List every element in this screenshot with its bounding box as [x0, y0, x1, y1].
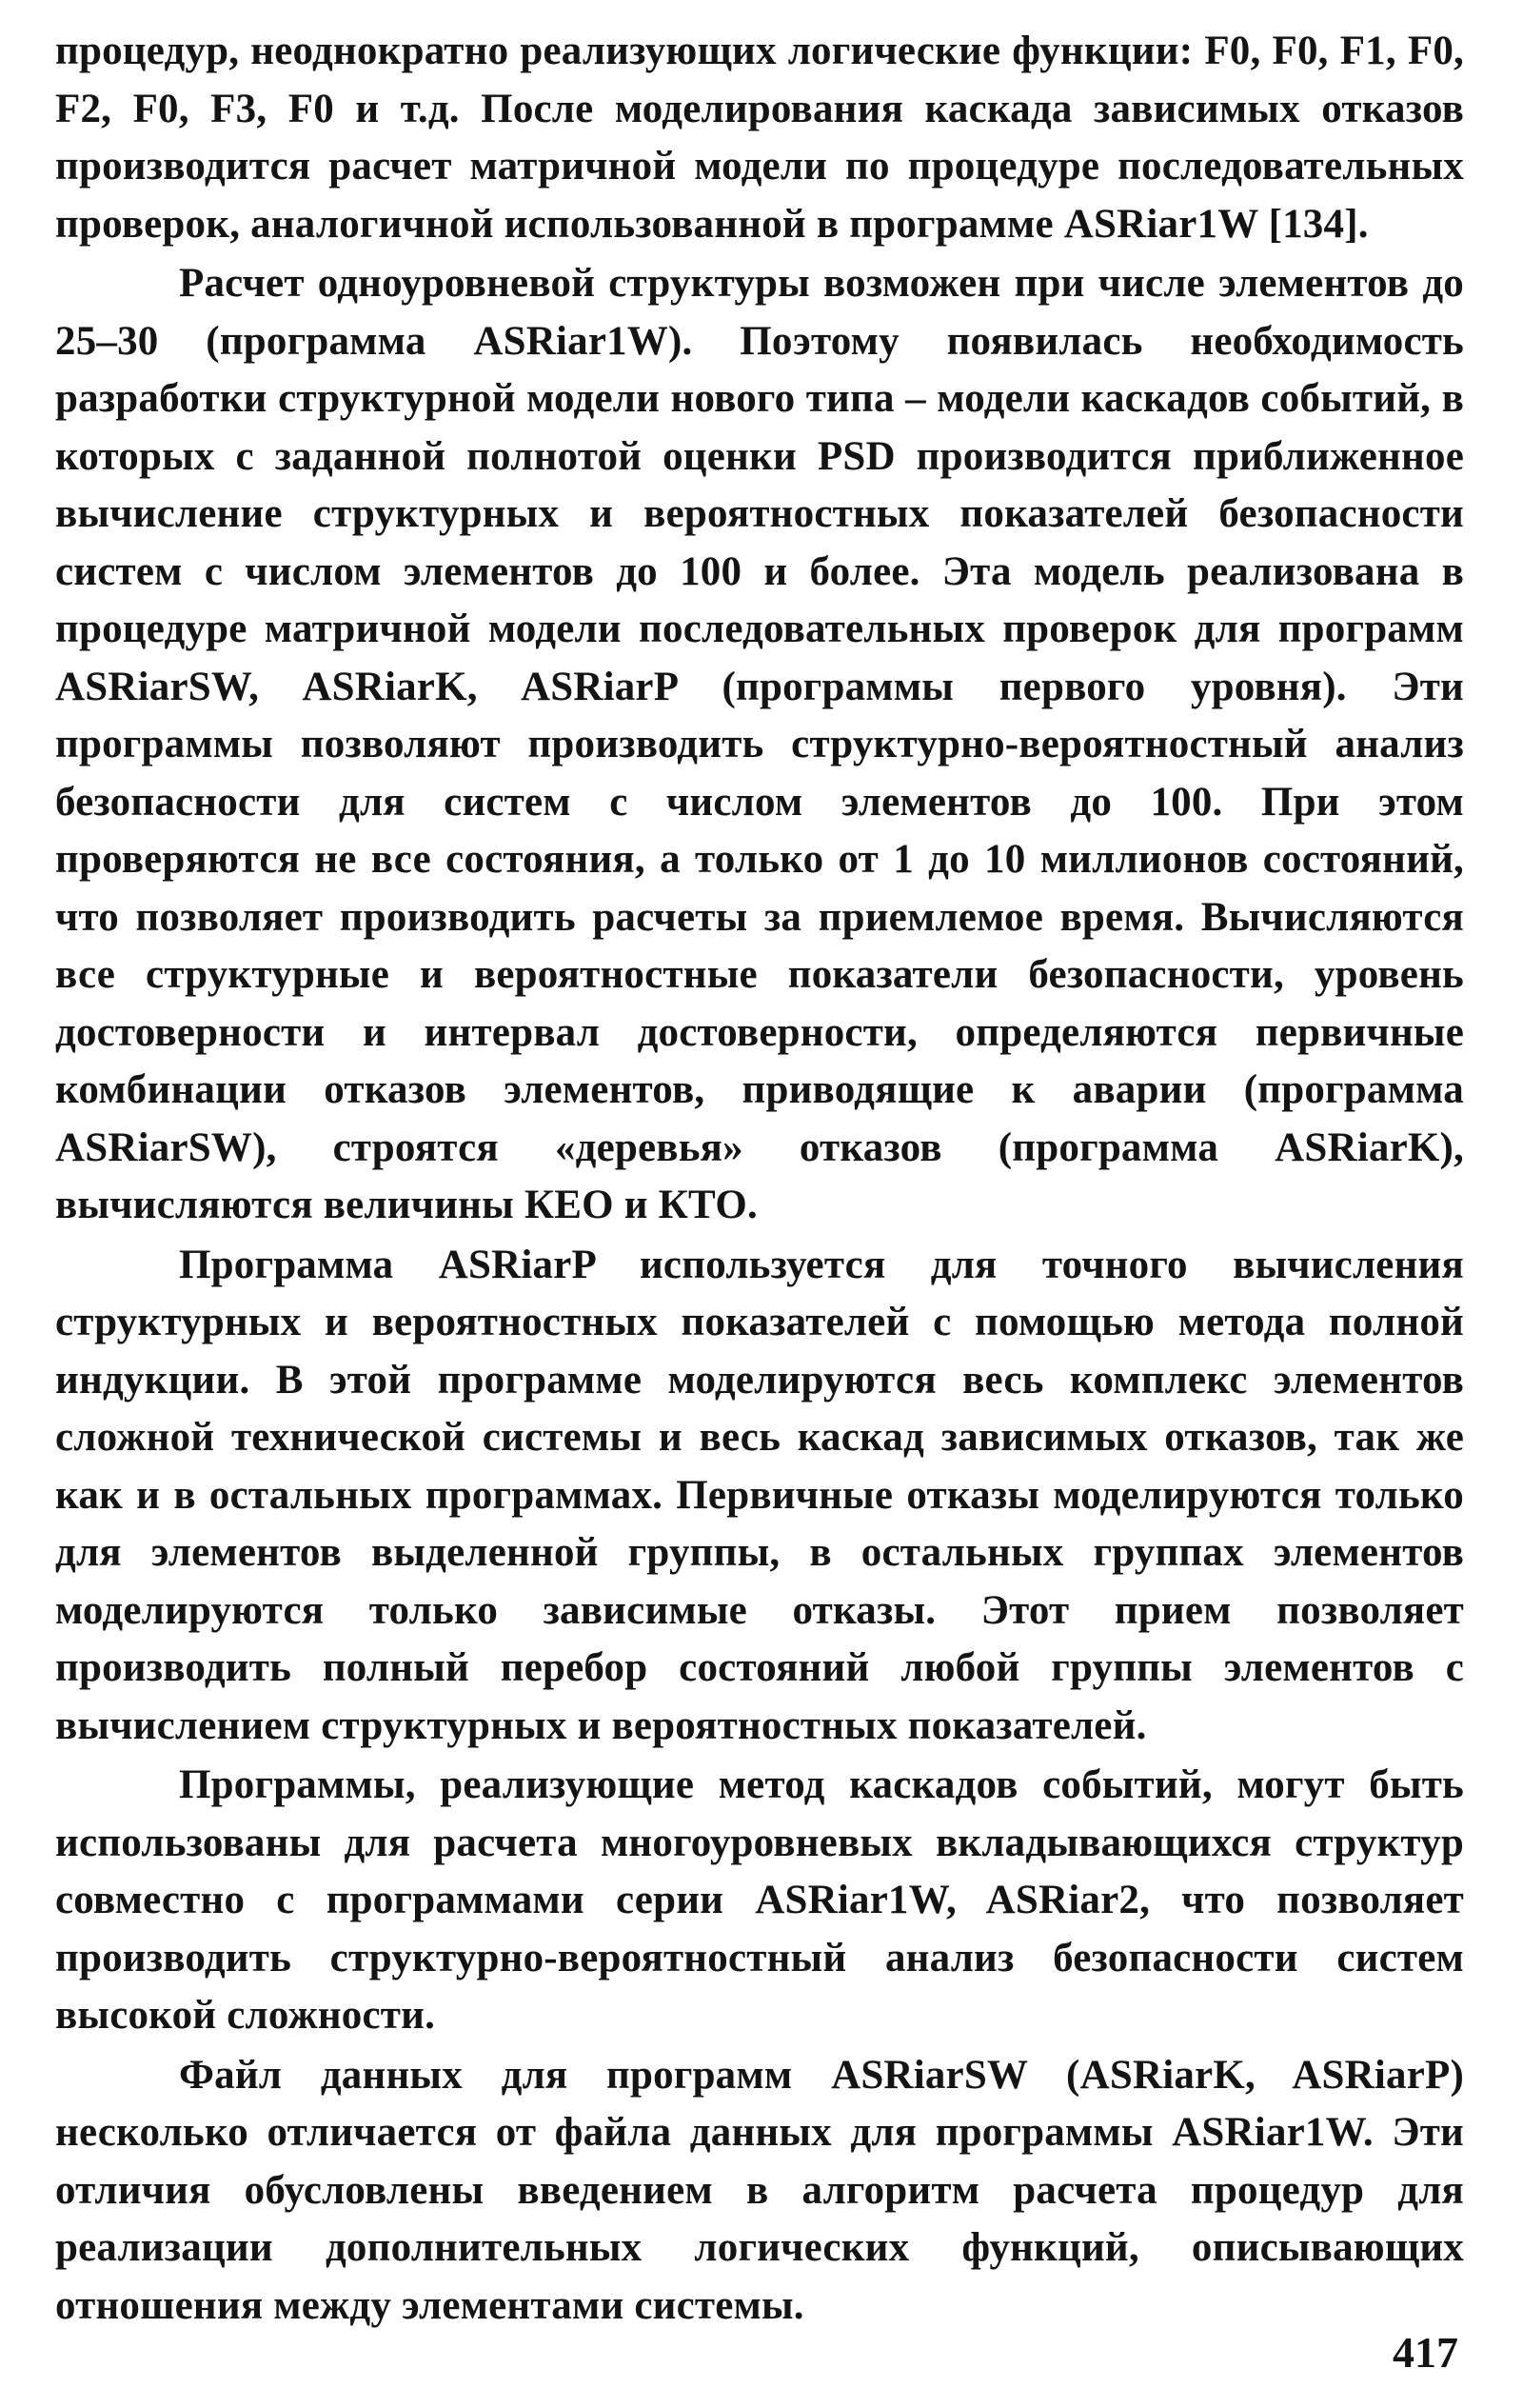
paragraph-3: Программа ASRiarP используется для точного вычисления структурных и вероятностных показателей с помощью метода полной индукции. В этой программе моделируются весь комплекс элементов сложной технической системы и весь каскад зависимых отказов, так же как и в остальных программах. Первичные отказы моделируются только для элементов выделенной группы, в остальных группах элементов моделируются только зависимые отказы. Этот прием позволяет производить полный перебор состояний любой группы элементов с вычислением структурных и вероятностных показателей. — [55, 1242, 1464, 1748]
page-number: 417 — [1393, 2328, 1458, 2377]
paragraph-1: процедур, неоднократно реализующих логические функции: F0, F0, F1, F0, F2, F0, F3, F0 и т.д. После моделирования каскада зависимых отказов производится расчет матричной модели по процедуре последовательных проверок, аналогичной использованной в программе ASRiar1W [134]. — [55, 29, 1464, 247]
paragraph-4: Программы, реализующие метод каскадов событий, могут быть использованы для расчета многоуровневых вкладывающихся структур совместно с программами серии ASRiar1W, ASRiar2, что позволяет производить структурно-вероятностный анализ безопасности систем высокой сложности. — [55, 1762, 1464, 2038]
paragraph-5: Файл данных для программ ASRiarSW (ASRiarK, ASRiarP) несколько отличается от файла данных для программы ASRiar1W. Эти отличия обусловлены введением в алгоритм расчета процедур для реализации дополнительных логических функций, описывающих отношения между элементами системы. — [55, 2052, 1464, 2328]
paragraph-2: Расчет одноуровневой структуры возможен при числе элементов до 25–30 (программа ASRiar1W). Поэтому появилась необходимость разработки структурной модели нового типа – модели каскадов событий, в которых с заданной полнотой оценки PSD производится приближенное вычисление структурных и вероятностных показателей безопасности систем с числом элементов до 100 и более. Эта модель реализована в процедуре матричной модели последовательных проверок для программ ASRiarSW, ASRiarK, ASRiarP (программы первого уровня). Эти программы позволяют производить структурно-вероятностный анализ безопасности для систем с числом элементов до 100. При этом проверяются не все состояния, а только от 1 до 10 миллионов состояний, что позволяет производить расчеты за приемлемое время. Вычисляются все структурные и вероятностные показатели безопасности, уровень достоверности и интервал достоверности, определяются первичные комбинации отказов элементов, приводящие к аварии (программа ASRiarSW), строятся «деревья» отказов (программа ASRiarK), вычисляются величины КЕО и КТО. — [55, 261, 1464, 1227]
page-body — [55, 23, 1464, 2335]
